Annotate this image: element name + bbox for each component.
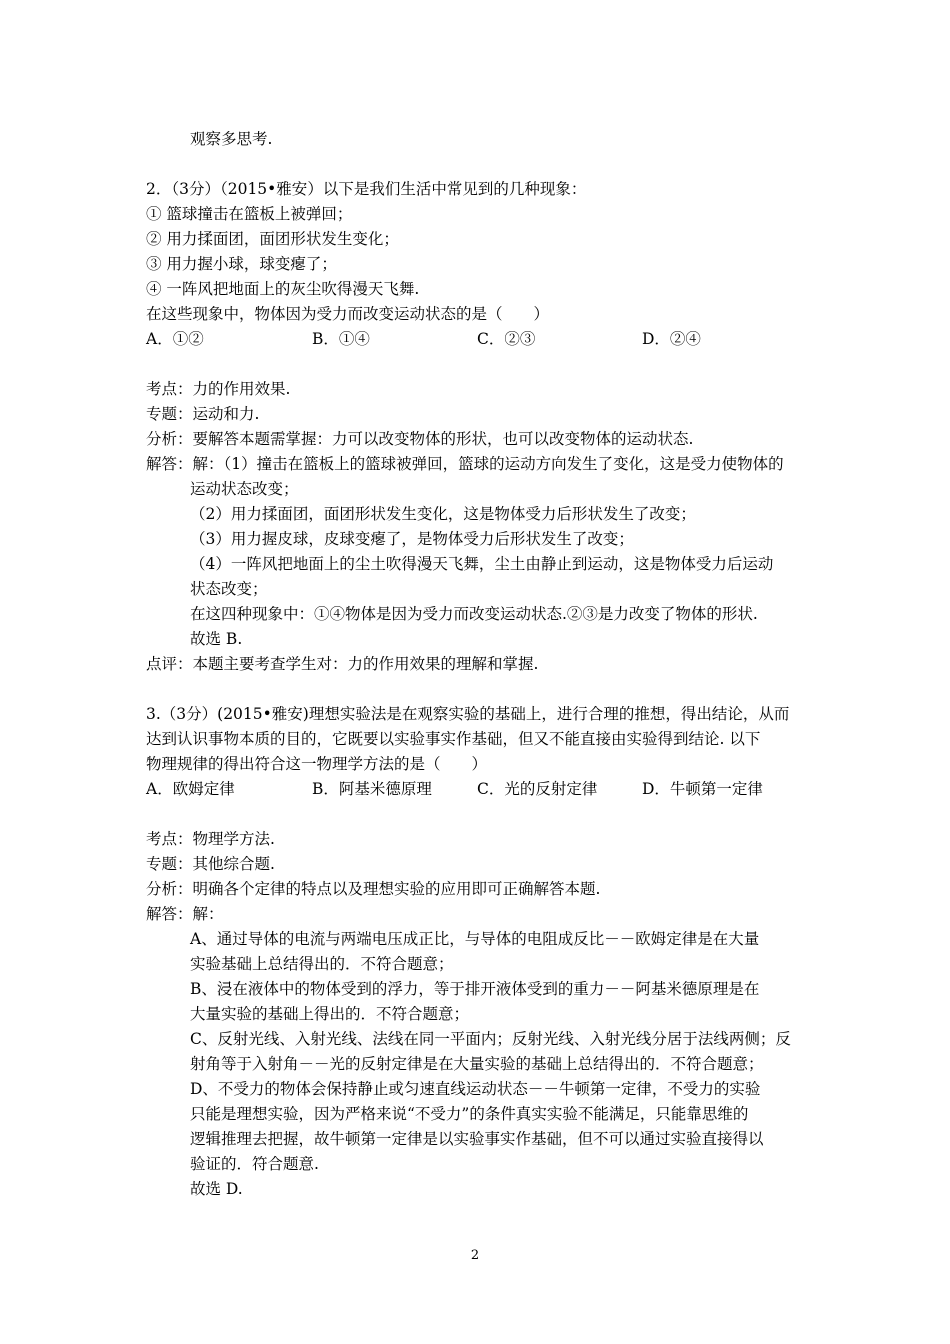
q2-option-b: B．①④ bbox=[312, 330, 370, 348]
q2-fenxi: 分析：要解答本题需掌握：力可以改变物体的形状，也可以改变物体的运动状态. bbox=[146, 430, 694, 448]
q3-jieda-line: 验证的．符合题意. bbox=[190, 1155, 319, 1173]
q2-kaodian: 考点：力的作用效果. bbox=[146, 380, 291, 398]
q3-jieda-line: 逻辑推理去把握，故牛顿第一定律是以实验事实作基础，但不可以通过实验直接得以 bbox=[190, 1130, 764, 1148]
q2-jieda-line: 在这四种现象中：①④物体是因为受力而改变运动状态.②③是力改变了物体的形状. bbox=[190, 605, 758, 623]
q2-option-d: D．②④ bbox=[642, 330, 701, 348]
q2-item-1: ① 篮球撞击在篮板上被弹回； bbox=[146, 205, 353, 223]
q2-jieda-lead: 解答：解： bbox=[146, 455, 224, 473]
q3-jieda-line: 故选 D. bbox=[190, 1180, 243, 1198]
q3-option-c: C．光的反射定律 bbox=[477, 780, 598, 798]
q3-kaodian: 考点：物理学方法. bbox=[146, 830, 275, 848]
q2-zhuanti: 专题：运动和力. bbox=[146, 405, 260, 423]
q3-jieda-line: 大量实验的基础上得出的．不符合题意； bbox=[190, 1005, 470, 1023]
q2-question: 在这些现象中，物体因为受力而改变运动状态的是（ ） bbox=[146, 305, 550, 323]
intro-tail: 观察多思考. bbox=[190, 130, 273, 148]
q2-dianping: 点评：本题主要考查学生对：力的作用效果的理解和掌握. bbox=[146, 655, 539, 673]
q3-jieda-line: 只能是理想实验，因为严格来说“不受力”的条件真实实验不能满足，只能靠思维的 bbox=[190, 1105, 749, 1123]
q2-jieda-line: 故选 B. bbox=[190, 630, 243, 648]
q3-jieda-line: 射角等于入射角－－光的反射定律是在大量实验的基础上总结得出的．不符合题意； bbox=[190, 1055, 764, 1073]
q3-jieda-line: D、不受力的物体会保持静止或匀速直线运动状态－－牛顿第一定律，不受力的实验 bbox=[190, 1080, 761, 1098]
q3-option-a: A．欧姆定律 bbox=[146, 780, 235, 798]
q2-item-2: ② 用力揉面团，面团形状发生变化； bbox=[146, 230, 399, 248]
q3-jieda-lead: 解答：解： bbox=[146, 905, 224, 923]
q2-jieda-line: （2）用力揉面团，面团形状发生变化，这是物体受力后形状发生了改变； bbox=[190, 505, 696, 523]
q2-option-c: C．②③ bbox=[477, 330, 536, 348]
q3-zhuanti: 专题：其他综合题. bbox=[146, 855, 275, 873]
q3-stem-line: 达到认识事物本质的目的，它既要以实验事实作基础，但又不能直接由实验得到结论. 以下 bbox=[146, 730, 761, 748]
q2-jieda-row bbox=[146, 453, 784, 475]
q2-option-a: A．①② bbox=[146, 330, 204, 348]
q3-jieda-line: B、浸在液体中的物体受到的浮力，等于排开液体受到的重力－－阿基米德原理是在 bbox=[190, 980, 760, 998]
q3-jieda-line: A、通过导体的电流与两端电压成正比，与导体的电阻成反比－－欧姆定律是在大量 bbox=[190, 930, 760, 948]
q3-option-b: B．阿基米德原理 bbox=[312, 780, 432, 798]
q2-jieda-line: （3）用力握皮球，皮球变瘪了，是物体受力后形状发生了改变； bbox=[190, 530, 634, 548]
q3-jieda-line: 实验基础上总结得出的．不符合题意； bbox=[190, 955, 454, 973]
q3-fenxi: 分析：明确各个定律的特点以及理想实验的应用即可正确解答本题. bbox=[146, 880, 601, 898]
q2-jieda-first: （1）撞击在篮板上的篮球被弹回，篮球的运动方向发生了变化，这是受力使物体的 bbox=[223, 455, 784, 473]
q3-jieda-line: C、反射光线、入射光线、法线在同一平面内；反射光线、入射光线分居于法线两侧；反 bbox=[190, 1030, 791, 1048]
q3-option-d: D．牛顿第一定律 bbox=[642, 780, 763, 798]
q2-jieda-line: 运动状态改变； bbox=[190, 480, 299, 498]
page-number: 2 bbox=[470, 1248, 480, 1263]
q2-stem: 2．（3分）（2015•雅安）以下是我们生活中常见到的几种现象： bbox=[146, 180, 587, 198]
q2-jieda-line: （4）一阵风把地面上的尘土吹得漫天飞舞，尘土由静止到运动，这是物体受力后运动 bbox=[190, 555, 774, 573]
q3-stem-line: 物理规律的得出符合这一物理学方法的是（ ） bbox=[146, 755, 488, 773]
q3-stem-line: 3.（3分）(2015•雅安)理想实验法是在观察实验的基础上，进行合理的推想，得出结论，从而 bbox=[146, 705, 790, 723]
q2-jieda-line: 状态改变； bbox=[190, 580, 268, 598]
q2-item-4: ④ 一阵风把地面上的灰尘吹得漫天飞舞. bbox=[146, 280, 420, 298]
q2-item-3: ③ 用力握小球，球变瘪了； bbox=[146, 255, 337, 273]
